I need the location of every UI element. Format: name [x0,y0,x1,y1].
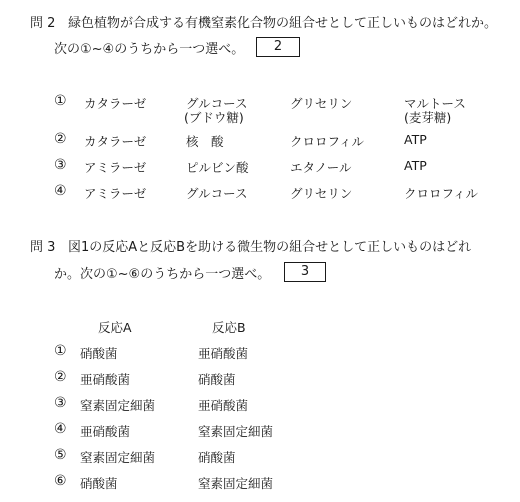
q3-option-4-a: 亜硝酸菌 [80,424,131,439]
q3-option-6-number: ⑥ [54,473,67,489]
q2-option-2-col2: 核 酸 [186,134,224,149]
q3-option-4-number: ④ [54,421,67,437]
q2-option-3-number: ③ [54,157,67,173]
q3-option-6-b: 窒素固定細菌 [198,476,274,491]
q3-text-line2: か。次の①~⑥のうちから一つ選べ。 [54,267,271,282]
q3-option-5-a: 窒素固定細菌 [80,450,156,465]
q3-option-4-b: 窒素固定細菌 [198,424,274,439]
q3-header-reaction-b: 反応B [212,320,246,335]
q3-option-1-a: 硝酸菌 [80,346,118,361]
q2-option-1-col4: マルトース [404,96,466,111]
q2-option-3-col2: ピルビン酸 [186,160,249,175]
q2-option-1-col2: グルコース [186,96,248,111]
q2-option-3-col4: ATP [404,158,427,173]
q2-option-4-number: ④ [54,183,67,199]
q2-label: 問 2 [30,16,56,31]
q2-option-4-col1: アミラーゼ [84,186,147,201]
q2-text-line1: 緑色植物が合成する有機窒素化合物の組合せとして正しいものはどれか。 [68,16,498,31]
q3-option-2-b: 硝酸菌 [198,372,236,387]
q3-header-reaction-a: 反応A [98,320,132,335]
q3-answer-box: 3 [284,262,326,282]
q3-label: 問 3 [30,240,56,255]
q2-option-3-col3: エタノール [290,160,352,175]
q3-option-6-a: 硝酸菌 [80,476,118,491]
q3-text-line1: 図1の反応Aと反応Bを助ける微生物の組合せとして正しいものはどれ [68,240,472,255]
q2-option-1-col4-sub: (麦芽糖) [404,110,452,125]
q3-option-5-b: 硝酸菌 [198,450,236,465]
q2-option-3-col1: アミラーゼ [84,160,147,175]
q2-option-2-col1: カタラーゼ [84,134,147,149]
q3-option-1-b: 亜硝酸菌 [198,346,249,361]
q3-option-3-b: 亜硝酸菌 [198,398,249,413]
q2-option-4-col3: グリセリン [290,186,353,201]
q2-option-4-col2: グルコース [186,186,248,201]
q3-option-2-number: ② [54,369,67,385]
q2-option-1-number: ① [54,93,67,109]
q3-option-2-a: 亜硝酸菌 [80,372,131,387]
q2-option-2-col3: クロロフィル [290,134,365,149]
q2-option-1-col1: カタラーゼ [84,96,147,111]
q3-option-1-number: ① [54,343,67,359]
q2-text-line2: 次の①~④のうちから一つ選べ。 [54,42,245,57]
q2-option-2-col4: ATP [404,132,427,147]
q3-option-3-a: 窒素固定細菌 [80,398,156,413]
q2-answer-box: 2 [256,37,300,57]
q2-option-4-col4: クロロフィル [404,186,479,201]
q2-option-2-number: ② [54,131,67,147]
q3-option-5-number: ⑤ [54,447,67,463]
q2-option-1-col3: グリセリン [290,96,353,111]
q3-option-3-number: ③ [54,395,67,411]
q2-option-1-col2-sub: (ブドウ糖) [184,110,244,125]
